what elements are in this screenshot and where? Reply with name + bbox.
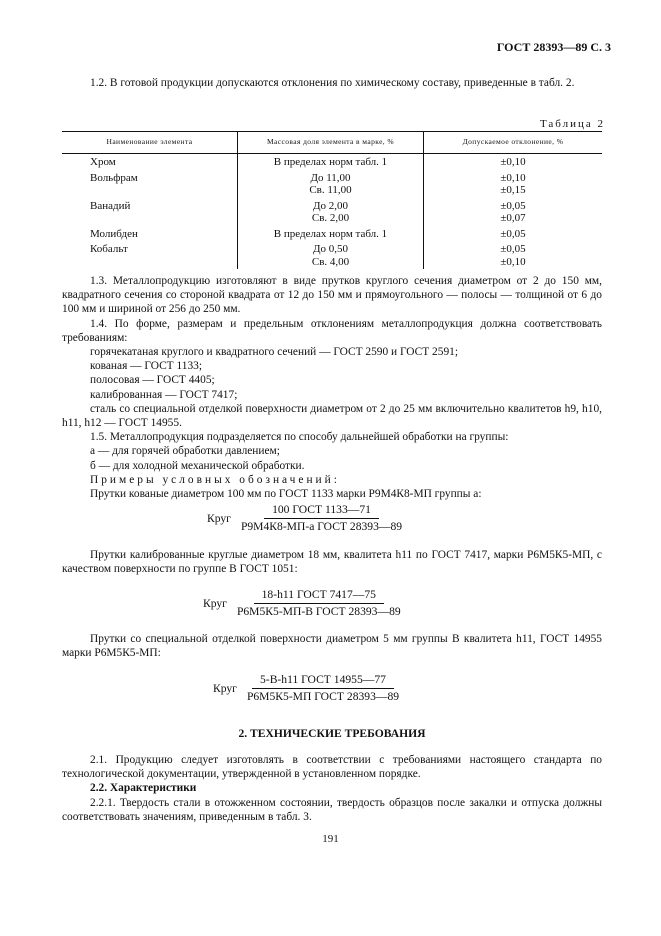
list-item: горячекатаная круглого и квадратного сечений — ГОСТ 2590 и ГОСТ 2591; [90, 346, 459, 359]
mass-value: До 11,00 [310, 171, 351, 184]
element-name-cell: Хром [90, 156, 116, 168]
formula-label: Круг [213, 681, 237, 695]
table-row [62, 154, 602, 170]
table-2 [62, 131, 602, 269]
examples-heading: Примеры условных обозначений: [90, 473, 340, 486]
example-3-block [62, 632, 602, 660]
list-item: кованая — ГОСТ 1133; [90, 360, 203, 373]
formula-label: Круг [203, 596, 227, 610]
table-row [62, 170, 602, 198]
deviation-cell [424, 198, 603, 226]
deviation-value: ±0,15 [500, 184, 526, 196]
mass-value: В пределах норм табл. 1 [273, 227, 388, 240]
formula-label: Круг [207, 511, 231, 525]
deviation-cell [424, 241, 603, 269]
list-item: полосовая — ГОСТ 4405; [90, 374, 215, 387]
mass-value: Св. 4,00 [311, 255, 350, 268]
formula-fraction [237, 503, 406, 534]
element-name-cell: Молибден [90, 227, 138, 240]
deviation-value: ±0,05 [500, 199, 526, 212]
mass-fraction-cell [238, 170, 424, 198]
table-header-cell: Наименование элемента [62, 132, 238, 154]
formula-numerator: 18-h11 ГОСТ 7417—75 [254, 588, 384, 604]
section-2-body [62, 753, 602, 824]
heading-2-2: 2.2. Характеристики [90, 782, 197, 795]
section-title: 2. ТЕХНИЧЕСКИЕ ТРЕБОВАНИЯ [238, 727, 426, 740]
paragraph-2-2-1: 2.2.1. Твердость стали в отожженном состоянии, твердость образцов после закалки и отпуска должны соответствовать значениям, приведенным в табл. 3. [62, 796, 602, 823]
table-row [62, 226, 602, 242]
element-name-cell: Вольфрам [90, 171, 138, 184]
mass-value: До 2,00 [312, 199, 348, 212]
formula-fraction [233, 588, 405, 619]
deviation-value: ±0,10 [500, 156, 526, 168]
paragraph-1-2 [62, 76, 602, 90]
deviation-cell [424, 170, 603, 198]
deviation-value: ±0,07 [500, 212, 526, 224]
mass-value: Св. 11,00 [309, 184, 352, 196]
formula-numerator: 100 ГОСТ 1133—71 [264, 503, 379, 519]
table-header-cell: Допускаемое отклонение, % [424, 132, 603, 154]
table-header-row [62, 132, 602, 154]
mass-fraction-cell [238, 226, 424, 242]
element-name-cell: Ванадий [90, 199, 131, 212]
formula-denominator: Р6М5К5-МП-В ГОСТ 28393—89 [236, 605, 401, 619]
deviation-value: ±0,10 [500, 171, 526, 184]
mass-fraction-cell [238, 241, 424, 269]
example-2-text: Прутки калиброванные круглые диаметром 18 мм, квалитета h11 по ГОСТ 7417, марки Р6М5К5-МП, с качеством поверхности по группе В ГОСТ 1051: [62, 549, 602, 576]
formula-denominator: Р9М4К8-МП-а ГОСТ 28393—89 [240, 520, 403, 534]
example-1-text: Прутки кованые диаметром 100 мм по ГОСТ 1133 марки Р9М4К8-МП группы а: [90, 488, 482, 501]
mass-value: Св. 2,00 [311, 212, 350, 224]
paragraph-1-4: 1.4. По форме, размерам и предельным отклонениям металлопродукция должна соответствовать требованиям: [62, 317, 602, 344]
example-2-block [62, 548, 602, 576]
designation-formula-1 [207, 503, 406, 534]
designation-formula-3 [213, 673, 403, 704]
table-row [62, 241, 602, 269]
list-item: б — для холодной механической обработки. [90, 459, 305, 472]
page-number: 191 [322, 833, 339, 845]
list-item: а — для горячей обработки давлением; [90, 445, 280, 458]
formula-denominator: Р6М5К5-МП ГОСТ 28393—89 [246, 690, 400, 704]
formula-fraction [243, 673, 403, 704]
example-3-text: Прутки со специальной отделкой поверхности диаметром 5 мм группы В квалитета h11, ГОСТ 14955 марки Р6М5К5-МП: [62, 633, 602, 660]
deviation-cell [424, 154, 603, 170]
section-1-3-to-1-5 [62, 274, 602, 501]
table-header-cell: Массовая доля элемента в марке, % [238, 132, 424, 154]
deviation-value: ±0,05 [500, 227, 526, 240]
paragraph-1-2-text: 1.2. В готовой продукции допускаются отклонения по химическому составу, приведенные в табл. 2. [90, 77, 575, 89]
designation-formula-2 [203, 588, 405, 619]
mass-value: До 0,50 [312, 243, 348, 255]
deviation-cell [424, 226, 603, 242]
deviation-value: ±0,05 [500, 243, 526, 255]
deviation-value: ±0,10 [500, 255, 526, 268]
mass-value: В пределах норм табл. 1 [273, 156, 388, 168]
list-item: калиброванная — ГОСТ 7417; [90, 388, 238, 401]
page-header: ГОСТ 28393—89 С. 3 [496, 40, 611, 54]
formula-numerator: 5-В-h11 ГОСТ 14955—77 [252, 673, 394, 689]
table-row [62, 198, 602, 226]
mass-fraction-cell [238, 198, 424, 226]
table-2-caption: Таблица 2 [539, 118, 605, 130]
paragraph-1-5: 1.5. Металлопродукция подразделяется по способу дальнейшей обработки на группы: [90, 431, 509, 444]
list-item: сталь со специальной отделкой поверхности диаметром от 2 до 25 мм включительно квалитетов h9, h10, h11, h12 — ГОСТ 14955. [62, 402, 602, 430]
paragraph-1-3: 1.3. Металлопродукцию изготовляют в виде прутков круглого сечения диаметром от 2 до 150 мм, квадратного сечения со стороной квадрата от 12 до 150 мм и прямоугольного — полосы — толщиной от 6 до 100 мм и шириной от 256 до 250 мм. [62, 275, 602, 316]
paragraph-2-1: 2.1. Продукцию следует изготовлять в соответствии с требованиями настоящего стандарта по технологической документации, утвержденной в установленном порядке. [62, 754, 602, 781]
mass-fraction-cell [238, 154, 424, 170]
element-name-cell: Кобальт [90, 243, 128, 255]
